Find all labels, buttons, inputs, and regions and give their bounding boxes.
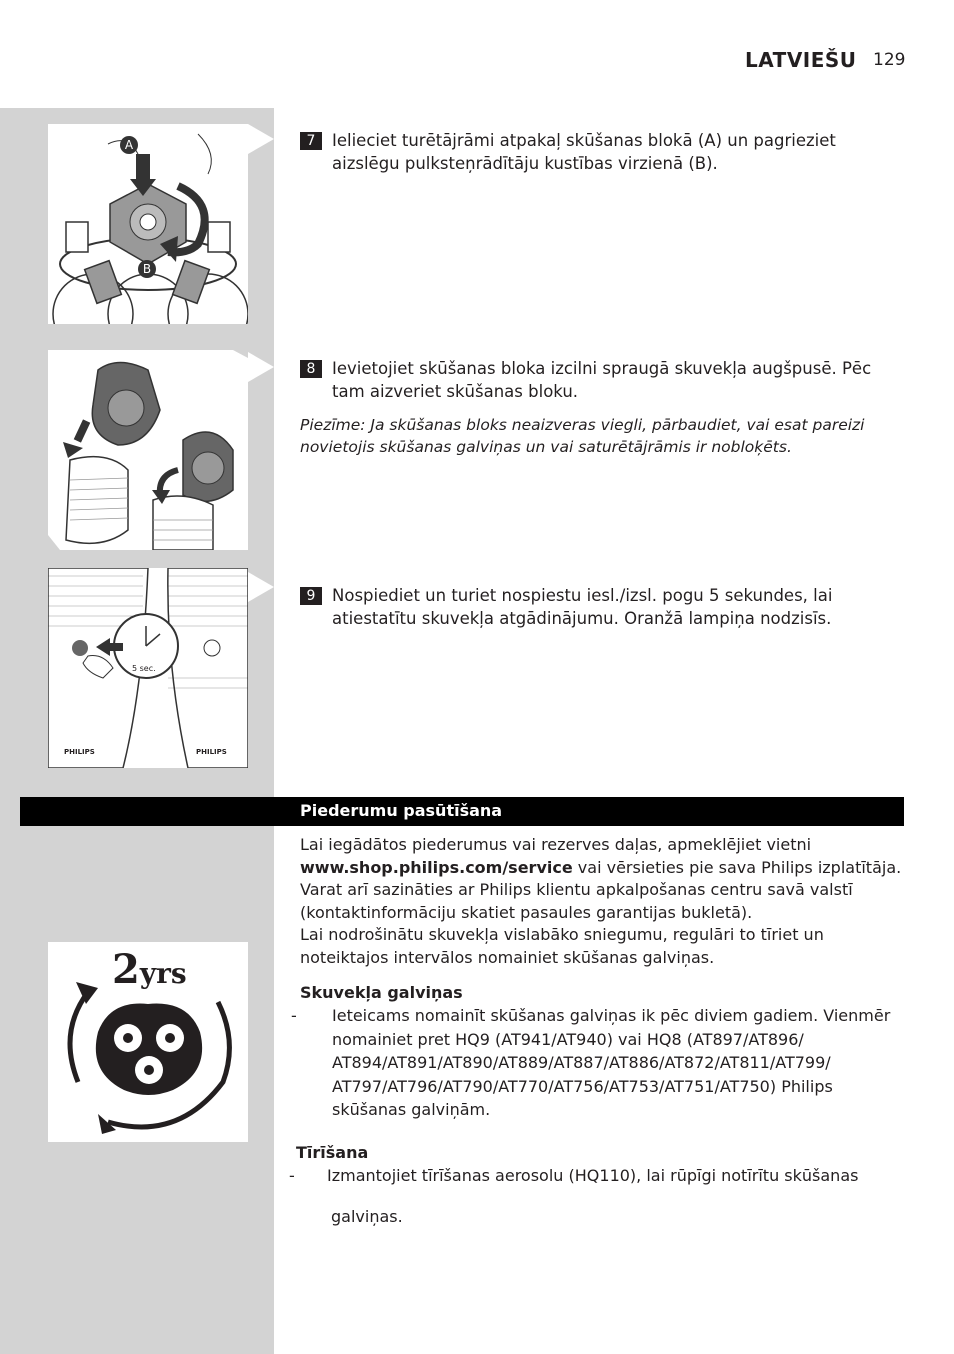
section-title: Piederumu pasūtīšana [300, 801, 503, 820]
pointer-triangle [248, 124, 274, 154]
step-number: 8 [300, 360, 322, 378]
intro-text: Lai iegādātos piederumus vai rezerves daļas, apmeklējiet vietni [300, 835, 812, 854]
note-text: Piezīme: Ja skūšanas bloks neaizveras viegli, pārbaudiet, vai esat pareizi novietojis skūšanas galviņas un vai saturētājrāmis ir nobloķēts. [300, 416, 865, 456]
shop-link[interactable]: www.shop.philips.com/service [300, 857, 573, 877]
pointer-triangle [248, 352, 274, 382]
label-a-badge: A [120, 136, 138, 154]
subheading-shaving-heads: Skuvekļa galviņas [300, 983, 463, 1002]
list-item-cleaning-continued: galviņas. [331, 1207, 403, 1226]
shaving-unit-close-illustration [48, 350, 248, 550]
list-item-shaving-heads: Ieteicams nomainīt skūšanas galviņas ik pēc diviem gadiem. Vienmēr nomainiet pret HQ9 (AT941/AT940) vai HQ8 (AT897/AT896/ AT894/AT891/AT890/AT889/AT887/AT886/AT872/AT811/AT799/ AT797/AT796/AT790/AT770/AT756/AT753/AT751/AT750) Philips skūšanas galviņām. [332, 1006, 891, 1120]
step-7 [300, 129, 906, 175]
timer-label: 5 sec. [132, 664, 156, 673]
section-intro [300, 834, 906, 970]
label-b-badge: B [138, 260, 156, 278]
list-bullet: - [291, 1006, 297, 1025]
figure-2-years [48, 942, 248, 1142]
brand-logo-left: PHILIPS [64, 748, 95, 756]
step-8 [300, 357, 906, 403]
step-text: Ielieciet turētājrāmi atpakaļ skūšanas blokā (A) un pagrieziet aizslēgu pulksteņrādītāju kustības virzienā (B). [332, 131, 836, 173]
shaving-unit-illustration [48, 124, 248, 324]
subheading-cleaning: Tīrīšana [296, 1143, 369, 1162]
list-bullet: - [289, 1166, 295, 1185]
figure-step-9 [48, 568, 248, 768]
header-language: LATVIEŠU [745, 48, 857, 72]
step-number: 7 [300, 132, 322, 150]
figure-step-8 [48, 350, 248, 550]
replace-heads-icon [48, 942, 248, 1142]
two-years-number: 2 [112, 946, 140, 993]
step-text: Ievietojiet skūšanas bloka izcilni spraugā skuvekļa augšpusē. Pēc tam aizveriet skūšanas bloku. [332, 359, 872, 401]
page-number: 129 [873, 50, 906, 70]
intro-paragraph-2: Lai nodrošinātu skuvekļa vislabāko sniegumu, regulāri to tīriet un noteiktajos intervālos nomainiet skūšanas galviņas. [300, 925, 824, 967]
brand-logo-right: PHILIPS [196, 748, 227, 756]
list-item-cleaning: Izmantojiet tīrīšanas aerosolu (HQ110), lai rūpīgi notīrītu skūšanas [327, 1166, 859, 1185]
intro-text-2: vai vērsieties pie sava Philips izplatītāja. Varat arī sazināties ar Philips klientu apkalpošanas centru savā valstī (kontaktinformāciju skatiet pasaules garantijas bukletā). [300, 857, 902, 922]
step-9 [300, 584, 906, 630]
figure-step-7 [48, 124, 248, 324]
step-number: 9 [300, 587, 322, 605]
step-text: Nospiediet un turiet nospiestu iesl./izsl. pogu 5 sekundes, lai atiestatītu skuvekļa atgādinājumu. Oranžā lampiņa nodzisīs. [332, 586, 833, 628]
pointer-triangle [248, 572, 274, 602]
two-years-unit: yrs [139, 957, 187, 990]
